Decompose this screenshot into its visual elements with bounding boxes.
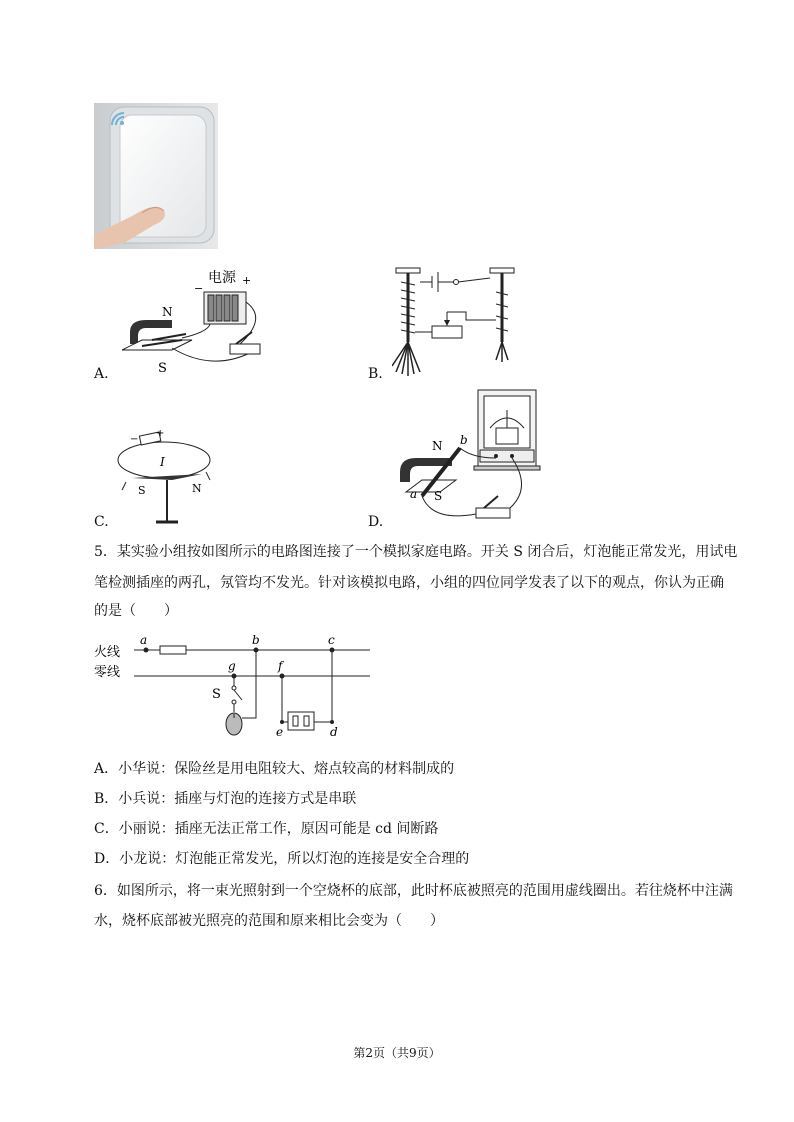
svg-text:N: N xyxy=(432,439,443,453)
page-number: 第2页（共9页） xyxy=(353,1046,441,1060)
q6-text-line1: 6．如图所示，将一束光照射到一个空烧杯的底部，此时杯底被照亮的范围用虚线圈出。若往烧杯中注满 xyxy=(94,883,733,899)
q5-option-a: A．小华说：保险丝是用电阻较大、熔点较高的材料制成的 xyxy=(94,761,455,777)
fuse xyxy=(160,646,186,654)
q6-text-line2: 水，烧杯底部被光照亮的范围和原来相比会变为（ ） xyxy=(94,913,444,929)
svg-text:e: e xyxy=(276,725,284,739)
q5-option-b: B．小兵说：插座与灯泡的连接方式是串联 xyxy=(94,791,357,807)
q5-text-line2: 笔检测插座的两孔，氖管均不发光。针对该模拟电路，小组的四位同学发表了以下的观点，你认为正确 xyxy=(94,575,724,591)
q5-text-line3: 的是（ ） xyxy=(94,603,178,619)
svg-text:g: g xyxy=(228,659,236,673)
q5-option-d: D．小龙说：灯泡能正常发光，所以灯泡的连接是安全合理的 xyxy=(94,851,470,867)
svg-text:N: N xyxy=(192,482,202,495)
svg-text:−: − xyxy=(194,282,204,295)
svg-text:a: a xyxy=(410,487,418,501)
label-neutral-wire: 零线 xyxy=(94,665,121,680)
figure-c-oersted xyxy=(112,430,216,526)
svg-text:a: a xyxy=(140,633,148,647)
household-circuit-diagram xyxy=(94,630,374,746)
doorbell-photo xyxy=(94,103,218,249)
svg-text:d: d xyxy=(330,725,338,739)
label-live-wire: 火线 xyxy=(94,645,121,660)
option-letter-b: B. xyxy=(368,366,383,382)
label-switch: S xyxy=(212,687,221,702)
svg-text:I: I xyxy=(160,455,165,469)
svg-text:S: S xyxy=(138,484,146,497)
figure-d-induction xyxy=(392,388,542,526)
socket xyxy=(288,712,314,730)
option-letter-d: D. xyxy=(368,514,384,530)
svg-text:+: + xyxy=(242,274,252,287)
svg-text:+: + xyxy=(156,430,165,439)
figure-a-motor-setup xyxy=(112,262,272,372)
svg-text:S: S xyxy=(434,489,443,503)
option-letter-a: A. xyxy=(94,366,109,382)
svg-text:b: b xyxy=(252,633,260,647)
q5-text-line1: 5．某实验小组按如图所示的电路图连接了一个模拟家庭电路。开关 S 闭合后，灯泡能正常发光，用试电 xyxy=(94,544,738,560)
svg-text:b: b xyxy=(460,433,468,447)
svg-text:c: c xyxy=(328,633,335,647)
svg-text:f: f xyxy=(278,659,283,673)
svg-text:N: N xyxy=(162,305,173,319)
label-power: 电源 xyxy=(208,270,236,286)
svg-text:−: − xyxy=(130,434,139,445)
svg-text:S: S xyxy=(158,361,167,372)
figure-b-electromagnets xyxy=(392,262,524,378)
option-letter-c: C. xyxy=(94,514,109,530)
q5-option-c: C．小丽说：插座无法正常工作，原因可能是 cd 间断路 xyxy=(94,821,439,837)
